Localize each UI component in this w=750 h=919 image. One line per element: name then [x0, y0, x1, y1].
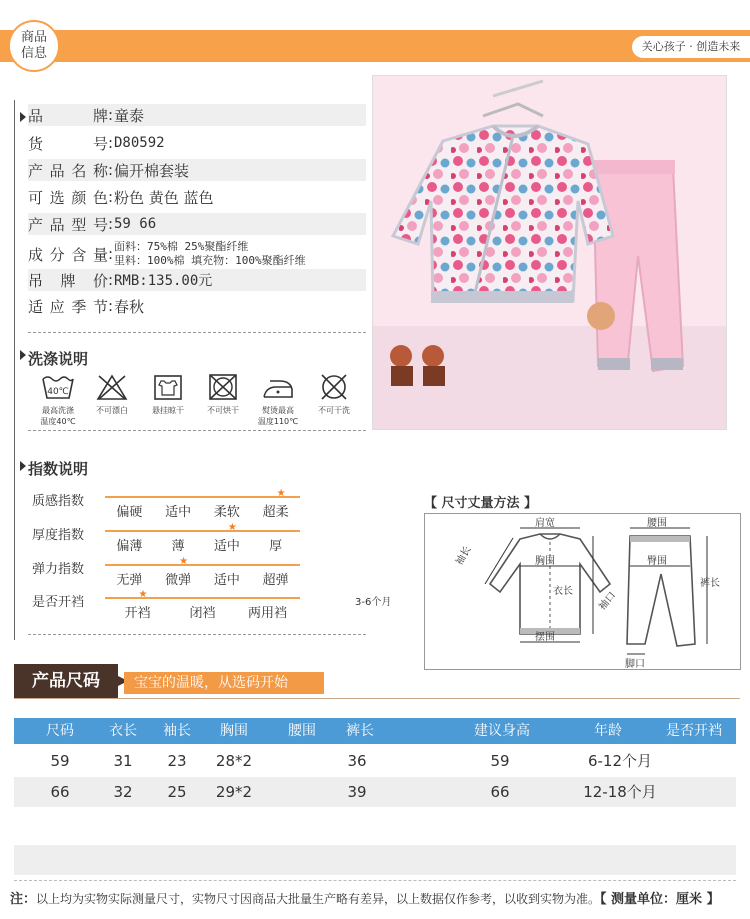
care-item-iron [250, 373, 306, 427]
divider [28, 634, 366, 635]
index-label: 是否开裆 [32, 595, 85, 610]
info-value: 春秋 [114, 297, 145, 316]
care-label: 不可烘干 [207, 406, 239, 415]
info-row-brand: 品 牌 : 童泰 [28, 104, 366, 126]
composition-lining: 里料：100%棉 填充物：100%聚酯纤维 [114, 254, 306, 267]
index-scale-line [105, 597, 300, 599]
table-cell: 66 [50, 783, 70, 801]
baby-outfit-image [373, 76, 727, 430]
pants-outline [627, 536, 695, 646]
care-item-bleach [84, 373, 140, 416]
svg-text:胸围: 胸围 [535, 556, 555, 567]
svg-text:臀围: 臀围 [647, 556, 667, 567]
product-info-badge [8, 20, 60, 72]
index-option: 闭裆 [189, 606, 216, 621]
marker-arrow-icon [20, 112, 26, 122]
divider [28, 332, 366, 333]
measurement-diagram [424, 513, 741, 670]
info-row-name: 产品名称 : 偏开棉套装 [28, 159, 366, 181]
care-label: 温度40℃ [40, 417, 76, 426]
care-label: 熨烫最高 [262, 406, 294, 415]
no-bleach-icon [96, 373, 128, 401]
note-unit: 【 测量单位：厘米 】 [600, 892, 720, 907]
left-guide-line [14, 100, 15, 640]
selected-star-icon: ★ [227, 522, 237, 533]
table-cell: 36 [347, 752, 367, 770]
info-row-colors: 可选颜色 : 粉色 黄色 蓝色 [28, 188, 214, 207]
age-note: 3-6个月 [355, 597, 392, 608]
header-cell: 衣长 [109, 723, 137, 739]
table-cell: 32 [113, 783, 133, 801]
info-value: 粉色 黄色 蓝色 [114, 188, 214, 207]
header-cell: 胸围 [220, 723, 248, 739]
svg-text:摆围: 摆围 [535, 632, 555, 643]
size-banner-title: 产品尺码 [14, 664, 118, 698]
index-option: 柔软 [213, 505, 240, 520]
table-row [14, 777, 736, 807]
info-row-composition: 成分含量 : 面料：75%棉 25%聚酯纤维 里料：100%棉 填充物：100%聚酯纤维 [28, 240, 306, 267]
index-option: 超弹 [262, 573, 289, 588]
header-cell: 尺码 [46, 723, 74, 739]
table-cell: 31 [113, 752, 133, 770]
table-row [14, 746, 736, 776]
wash-section-title: 洗涤说明 [28, 350, 89, 368]
index-scale-line [105, 530, 300, 532]
info-key: 可选颜色 [28, 188, 108, 207]
care-item-dryclean [306, 373, 362, 416]
table-cell: 28*2 [215, 752, 253, 770]
index-scale-line [105, 496, 300, 498]
table-cell: 59 [50, 752, 70, 770]
info-value: D80592 [114, 135, 165, 151]
care-label: 最高洗涤 [42, 406, 74, 415]
index-option: 无弹 [116, 573, 143, 588]
info-row-season: 适应季节 : 春秋 [28, 297, 145, 316]
marker-arrow-icon [20, 350, 26, 360]
info-row-price: 吊 牌 价 : RMB:135.00元 [28, 269, 366, 291]
info-key: 货 号 [28, 134, 108, 153]
header-cell: 裤长 [346, 723, 374, 739]
divider [28, 430, 366, 431]
svg-text:腰围: 腰围 [647, 518, 667, 529]
care-label: 不可干洗 [318, 406, 350, 415]
info-key: 产品型号 [28, 215, 108, 234]
index-option: 薄 [171, 539, 185, 554]
note-divider [14, 880, 736, 881]
index-option: 超柔 [262, 505, 289, 520]
care-item-hang [140, 373, 196, 416]
svg-text:脚口: 脚口 [625, 659, 645, 670]
index-option: 适中 [165, 505, 192, 520]
index-label: 厚度指数 [32, 528, 85, 543]
product-photo [372, 75, 727, 430]
badge-line-2: 信息 [20, 46, 47, 61]
table-cell: 25 [167, 783, 187, 801]
no-dry-clean-icon [318, 373, 350, 401]
index-option: 适中 [213, 573, 240, 588]
index-option: 两用裆 [247, 606, 287, 621]
info-key: 产品名称 [28, 161, 108, 180]
size-table-header [14, 718, 736, 744]
info-key: 品 牌 [28, 106, 108, 125]
header-cell: 建议身高 [474, 723, 530, 739]
table-cell: 59 [490, 752, 510, 770]
info-key: 适应季节 [28, 297, 108, 316]
no-tumble-dry-icon [207, 373, 239, 401]
header-cell: 是否开裆 [666, 723, 722, 739]
header-cell: 腰围 [288, 723, 316, 739]
header-cell: 袖长 [163, 723, 191, 739]
table-cell: 23 [167, 752, 187, 770]
header-cell: 年龄 [594, 723, 622, 739]
hang-dry-icon [152, 373, 184, 401]
svg-text:衣长: 衣长 [553, 586, 573, 597]
wash-40-icon [40, 373, 76, 401]
note-text: 以上均为实物实际测量尺寸，实物尺寸因商品大批量生产略有差异，以上数据仅作参考，以收到实物为准。 [36, 892, 601, 906]
table-cell: 12-18个月 [583, 783, 657, 801]
svg-text:肩宽: 肩宽 [535, 518, 555, 529]
footnote [10, 888, 750, 907]
table-cell: 6-12个月 [587, 752, 653, 770]
composition-outer: 面料：75%棉 25%聚酯纤维 [114, 240, 249, 253]
marker-arrow-icon [20, 461, 26, 471]
selected-star-icon: ★ [179, 556, 189, 567]
selected-star-icon: ★ [276, 488, 286, 499]
index-option: 开裆 [124, 606, 151, 621]
selected-star-icon: ★ [138, 589, 148, 600]
info-key: 吊 牌 价 [28, 271, 108, 290]
slogan: 关心孩子 · 创造未来 [632, 36, 750, 58]
index-section-title: 指数说明 [28, 460, 89, 478]
table-cell: 29*2 [215, 783, 253, 801]
svg-text:裤长: 裤长 [700, 578, 720, 589]
info-key: 成分含量 [28, 245, 108, 264]
info-row-model: 产品型号 : 59 66 [28, 213, 366, 235]
table-empty-row [14, 845, 736, 875]
care-item-wash [30, 373, 86, 427]
index-option: 偏薄 [116, 539, 143, 554]
index-option: 偏硬 [116, 505, 143, 520]
svg-text:袖口: 袖口 [597, 590, 619, 613]
care-label: 温度110℃ [257, 417, 299, 426]
banner-rule [14, 698, 740, 699]
measurement-title: 【 尺寸丈量方法 】 [424, 496, 538, 511]
index-scale-line [105, 564, 300, 566]
care-label: 悬挂晾干 [152, 406, 184, 415]
iron-icon [260, 373, 296, 401]
info-row-item-no: 货 号 : D80592 [28, 134, 165, 153]
svg-text:40℃: 40℃ [47, 387, 69, 397]
index-option: 微弹 [165, 573, 192, 588]
table-cell: 66 [490, 783, 510, 801]
table-cell: 39 [347, 783, 367, 801]
info-value: 59 66 [114, 216, 157, 232]
note-prefix: 注： [10, 892, 37, 907]
index-option: 厚 [269, 539, 283, 554]
size-banner-subtitle: 宝宝的温暖，从选码开始 [124, 672, 324, 694]
index-label: 弹力指数 [32, 562, 85, 577]
badge-line-1: 商品 [20, 30, 47, 45]
info-value: RMB:135.00元 [114, 273, 213, 289]
info-value: 童泰 [114, 106, 145, 125]
care-label: 不可漂白 [96, 406, 128, 415]
care-item-dry [195, 373, 251, 416]
svg-text:袖长: 袖长 [454, 544, 474, 568]
info-value: 偏开棉套装 [114, 161, 190, 180]
index-option: 适中 [213, 539, 240, 554]
index-label: 质感指数 [32, 494, 85, 509]
